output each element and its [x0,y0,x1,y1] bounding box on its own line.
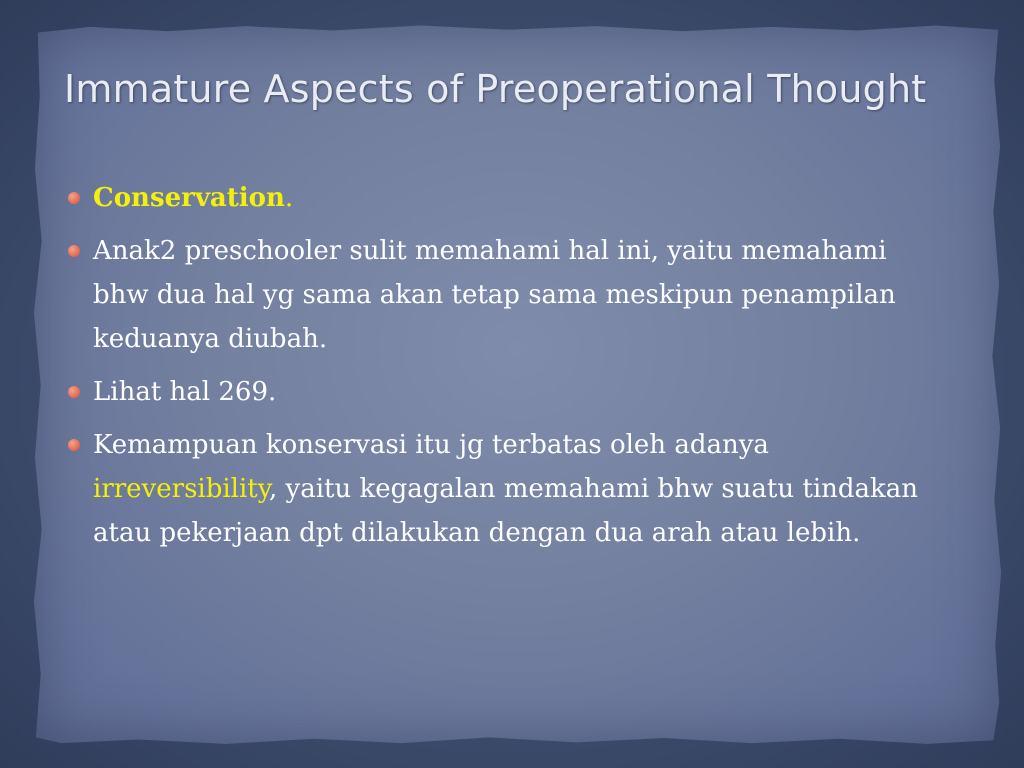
bullet-preschooler [64,229,944,361]
slide-title: Immature Aspects of Preoperational Thought [64,67,927,111]
bullet-text-after: , yaitu kegagalan memahami bhw suatu tindakan atau pekerjaan dpt dilakukan dengan dua arah atau lebih. [93,474,919,548]
term-conservation-period: . [284,183,294,213]
bullet-irreversibility [64,423,944,555]
bullet-text: Lihat hal 269. [93,377,277,407]
bullet-dot-icon [68,245,80,257]
term-conservation: Conservation [93,183,285,213]
term-irreversibility: irreversibility [93,474,269,504]
bullet-dot-icon [68,386,80,398]
bullet-list [64,176,944,564]
bullet-dot-icon [68,192,80,204]
bullet-page-ref [64,370,944,414]
bullet-text: Anak2 preschooler sulit memahami hal ini, yaitu memahami bhw dua hal yg sama akan tetap sama meskipun penampilan keduanya diubah. [93,236,896,354]
bullet-conservation [64,176,944,220]
bullet-text-before: Kemampuan konservasi itu jg terbatas oleh adanya [93,430,769,460]
bullet-dot-icon [68,439,80,451]
